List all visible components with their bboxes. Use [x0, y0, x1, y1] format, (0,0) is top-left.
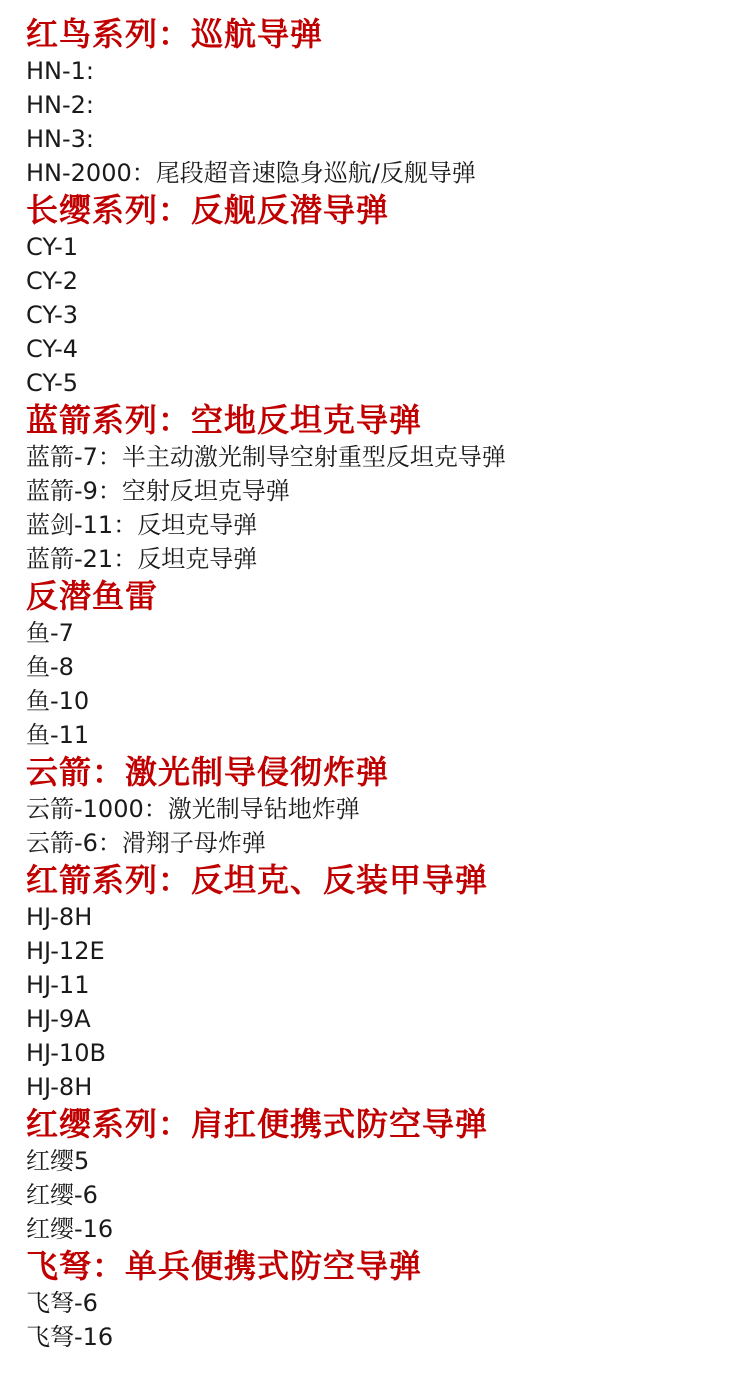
list-item: 鱼-7 — [26, 619, 74, 647]
list-item: 飞弩-16 — [26, 1323, 114, 1351]
list-item: 云箭-1000：激光制导钻地炸弹 — [26, 795, 360, 823]
section-heading: 红缨系列：肩扛便携式防空导弹 — [26, 1105, 489, 1143]
list-item: 红缨-16 — [26, 1215, 114, 1243]
section-heading: 蓝箭系列：空地反坦克导弹 — [26, 401, 423, 439]
list-item: 蓝剑-11：反坦克导弹 — [26, 511, 258, 539]
list-item: HJ-8H — [26, 1073, 93, 1101]
list-item: 云箭-6：滑翔子母炸弹 — [26, 829, 266, 857]
list-item: CY-5 — [26, 369, 79, 397]
section-hongniao — [26, 14, 746, 190]
section-torpedo — [26, 576, 746, 752]
section-heading: 红鸟系列：巡航导弹 — [26, 15, 324, 53]
list-item: HN-2000：尾段超音速隐身巡航/反舰导弹 — [26, 159, 476, 187]
weapons-list-document — [26, 14, 746, 1354]
section-hongying — [26, 1104, 746, 1246]
list-item: HJ-10B — [26, 1039, 106, 1067]
section-heading: 反潜鱼雷 — [26, 577, 159, 615]
section-changying — [26, 190, 746, 400]
section-heading: 红箭系列：反坦克、反装甲导弹 — [26, 861, 489, 899]
section-heading: 云箭：激光制导侵彻炸弹 — [26, 753, 390, 791]
list-item: HN-3: — [26, 125, 95, 153]
list-item: 鱼-8 — [26, 653, 74, 681]
list-item: 红缨-6 — [26, 1181, 98, 1209]
list-item: CY-2 — [26, 267, 79, 295]
list-item: CY-1 — [26, 233, 79, 261]
list-item: HJ-12E — [26, 937, 105, 965]
list-item: 鱼-11 — [26, 721, 90, 749]
list-item: HJ-8H — [26, 903, 93, 931]
list-item: 鱼-10 — [26, 687, 90, 715]
section-lanjian — [26, 400, 746, 576]
list-item: HN-2: — [26, 91, 95, 119]
list-item: CY-4 — [26, 335, 79, 363]
section-heading: 飞弩：单兵便携式防空导弹 — [26, 1247, 423, 1285]
list-item: 飞弩-6 — [26, 1289, 98, 1317]
section-heading: 长缨系列：反舰反潜导弹 — [26, 191, 390, 229]
list-item: 蓝箭-21：反坦克导弹 — [26, 545, 258, 573]
section-yunjian — [26, 752, 746, 860]
list-item: 蓝箭-9：空射反坦克导弹 — [26, 477, 290, 505]
section-hongjian — [26, 860, 746, 1104]
list-item: HJ-11 — [26, 971, 90, 999]
list-item: 红缨5 — [26, 1147, 90, 1175]
section-feinu — [26, 1246, 746, 1354]
list-item: CY-3 — [26, 301, 79, 329]
list-item: HN-1: — [26, 57, 95, 85]
list-item: 蓝箭-7：半主动激光制导空射重型反坦克导弹 — [26, 443, 506, 471]
list-item: HJ-9A — [26, 1005, 91, 1033]
